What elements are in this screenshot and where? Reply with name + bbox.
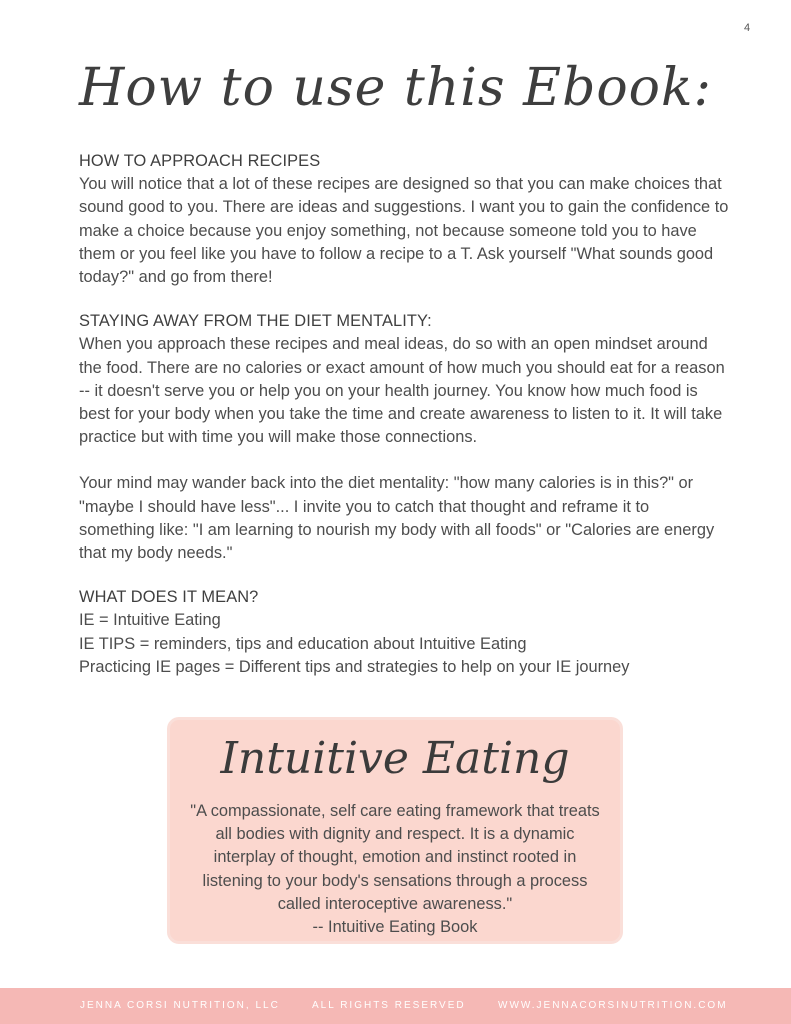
section-diet-mentality — [79, 310, 729, 565]
section-heading: HOW TO APPROACH RECIPES — [79, 152, 321, 170]
footer-company: JENNA CORSI NUTRITION, LLC — [80, 1000, 280, 1011]
page-title: How to use this Ebook: — [78, 58, 713, 118]
footer-website-link[interactable]: WWW.JENNACORSINUTRITION.COM — [498, 1000, 728, 1011]
main-content — [79, 150, 729, 700]
callout-quote: "A compassionate, self care eating framework that treats all bodies with dignity and respect. It is a dynamic interplay of thought, emotion and instinct rooted in listening to your body's sensations through a process called interoceptive awareness." — [190, 802, 600, 913]
section-paragraph: You will notice that a lot of these recipes are designed so that you can make choices that sound good to you. There are ideas and suggestions. I want you to gain the confidence to make a choice because you enjoy something, not because someone told you to have them or you feel like you have to follow a recipe to a T. Ask yourself "What sounds good today?" and go from there! — [79, 175, 729, 287]
intuitive-eating-callout — [167, 717, 623, 944]
section-heading: STAYING AWAY FROM THE DIET MENTALITY: — [79, 312, 432, 331]
definition-line: Practicing IE pages = Different tips and strategies to help on your IE journey — [79, 657, 630, 676]
callout-attribution: -- Intuitive Eating Book — [312, 918, 478, 937]
section-what-does-it-mean — [79, 586, 729, 679]
footer-rights: ALL RIGHTS RESERVED — [312, 1000, 466, 1011]
section-paragraph: Your mind may wander back into the diet mentality: "how many calories is in this?" or "maybe I should have less"... I invite you to catch that thought and reframe it to something like: "I am learning to nourish my body with all foods" or "Calories are energy that my body needs." — [79, 474, 715, 563]
section-approach-recipes — [79, 150, 729, 289]
callout-title: Intuitive Eating — [220, 733, 570, 784]
section-paragraph: When you approach these recipes and meal ideas, do so with an open mindset around the food. There are no calories or exact amount of how much you should eat for a reason -- it doesn't serve you or help you on your health journey. You know how much food is best for your body when you take the time and create awareness to listen to it. It will take practice but with time you will make those connections. — [79, 335, 725, 447]
page-number: 4 — [744, 22, 751, 34]
section-heading: WHAT DOES IT MEAN? — [79, 588, 259, 607]
definition-line: IE TIPS = reminders, tips and education about Intuitive Eating — [79, 634, 527, 653]
footer-bar — [0, 988, 791, 1024]
definition-line: IE = Intuitive Eating — [79, 611, 221, 630]
